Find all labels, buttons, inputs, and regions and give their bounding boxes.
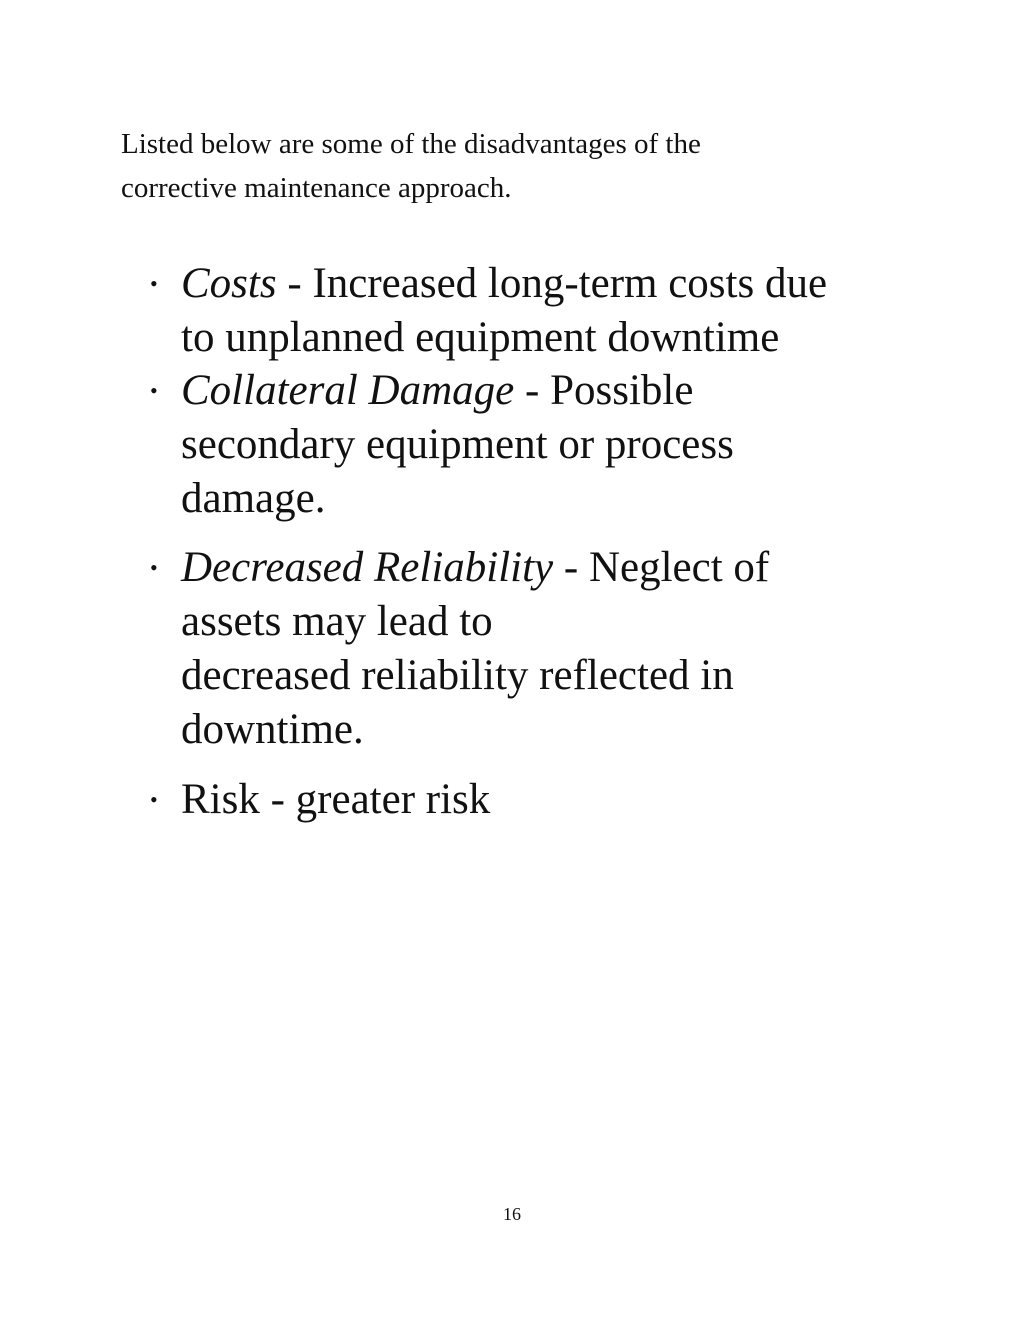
bullet-dot-icon: • xyxy=(150,271,158,296)
bullet-term: Decreased Reliability xyxy=(181,544,554,591)
bullet-text-line: to unplanned equipment downtime xyxy=(181,314,780,361)
bullet-term: Costs xyxy=(181,260,277,307)
bullet-text-line: downtime. xyxy=(181,706,364,753)
intro-paragraph xyxy=(121,122,841,210)
bullet-text-line: secondary equipment or process xyxy=(181,421,734,468)
bullet-term: Collateral Damage xyxy=(181,367,515,414)
page-number: 16 xyxy=(503,1204,521,1224)
bullet-text-line: Possible xyxy=(550,367,694,414)
bullet-separator: - xyxy=(514,367,551,414)
bullet-separator: - xyxy=(553,544,589,591)
bullet-item-costs xyxy=(150,257,941,365)
bullet-text-line: Neglect of xyxy=(588,544,770,591)
bullet-text-line: decreased reliability reflected in xyxy=(181,652,734,699)
bullet-text-line: assets may lead to xyxy=(181,598,493,645)
bullet-text-line: damage. xyxy=(181,475,326,522)
bullet-separator: - xyxy=(276,260,313,307)
bullet-item-risk xyxy=(150,773,941,827)
bullet-text-line: Risk - greater risk xyxy=(181,776,491,823)
bullet-item-decreased-reliability xyxy=(150,541,941,757)
bullet-dot-icon: • xyxy=(150,555,158,580)
bullet-text-line: Increased long-term costs due xyxy=(312,260,828,307)
bullet-dot-icon: • xyxy=(150,378,158,403)
intro-line-2: corrective maintenance approach. xyxy=(121,172,512,204)
bullet-item-collateral-damage xyxy=(150,364,941,526)
intro-line-1: Listed below are some of the disadvantages of the xyxy=(121,128,701,160)
bullet-dot-icon: • xyxy=(150,787,158,812)
